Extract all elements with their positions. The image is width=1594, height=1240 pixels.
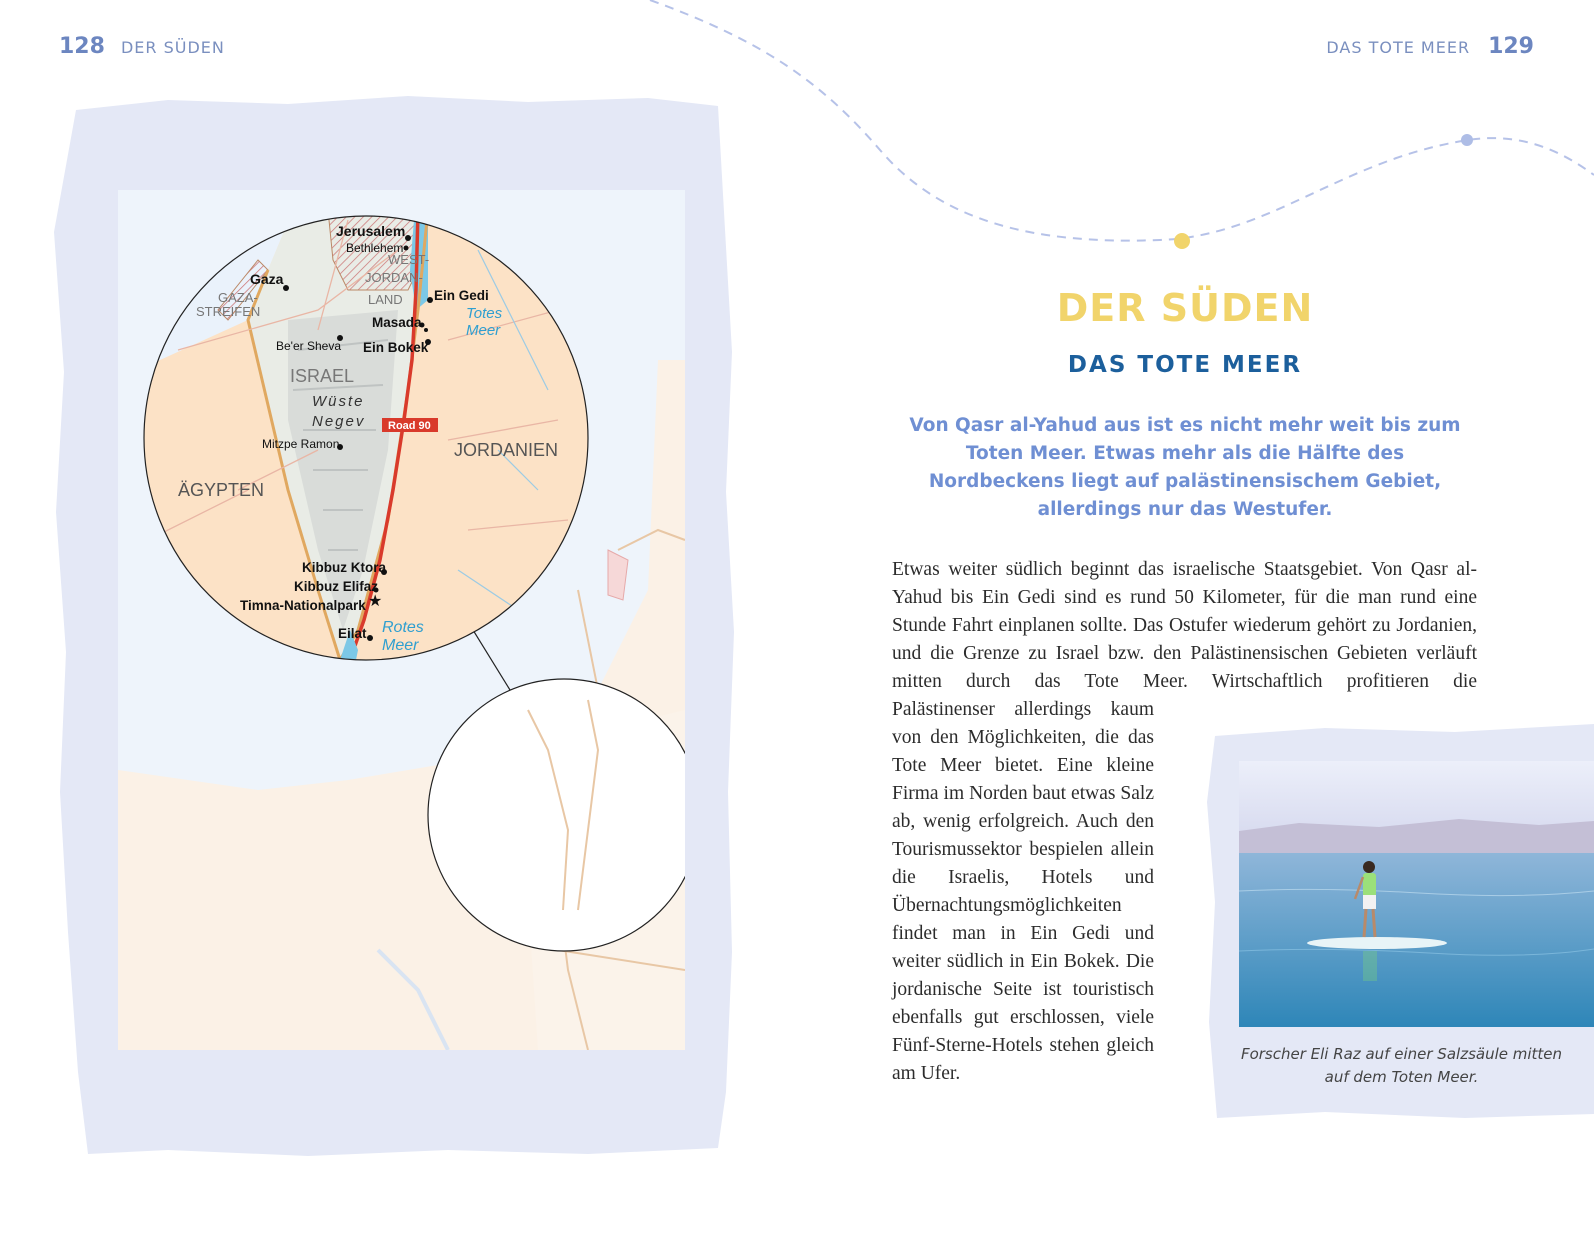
body-paragraph-column: Palästinenser allerdings kaum von den Möglichkeiten, die das Tote Meer bietet. Eine kleine Firma im Norden baut etwas Salz ab, wenig erfolgreich. Auch den Tourismussektor bespielen allein die Israelis, Hotels und Übernachtungsmöglichkeiten findet man in Ein Gedi und weiter südlich in Ein Bokek. Die jordanische Seite ist touristisch ebenfalls gut erschlossen, viele Fünf-Sterne-Hotels stehen gleich am Ufer. bbox=[892, 699, 1154, 1084]
dead-sea-photo bbox=[1239, 761, 1594, 1027]
map-image bbox=[118, 190, 685, 1050]
map-label-kibbuz-elifaz: Kibbuz Elifaz bbox=[294, 579, 378, 594]
map-label-negev: Negev bbox=[312, 413, 366, 430]
map-label-kibbuz-ktora: Kibbuz Ktora bbox=[302, 560, 386, 575]
map-label-masada: Masada bbox=[372, 315, 422, 330]
map-detail-locator-circle bbox=[428, 679, 685, 951]
map-label-mitzpe-ramon: Mitzpe Ramon bbox=[262, 437, 340, 451]
map-label-westjordanland-3: LAND bbox=[368, 292, 403, 307]
map-label-beer-sheva: Be'er Sheva bbox=[276, 339, 341, 353]
map-label-totes-meer-1: Totes bbox=[466, 305, 503, 322]
map-label-eilat: Eilat bbox=[338, 626, 367, 641]
chapter-title: DER SÜDEN bbox=[1056, 286, 1314, 330]
right-section-title: DAS TOTE MEER bbox=[1326, 38, 1471, 57]
left-page-number: 128 bbox=[59, 34, 105, 59]
map-label-gazastreifen-1: GAZA- bbox=[218, 290, 258, 305]
map-label-jerusalem: Jerusalem bbox=[336, 223, 406, 239]
map-label-rotes-meer-2: Meer bbox=[382, 637, 419, 654]
map-label-aegypten: ÄGYPTEN bbox=[178, 480, 265, 500]
map-label-ein-bokek: Ein Bokek bbox=[363, 340, 429, 355]
map-label-rotes-meer-1: Rotes bbox=[382, 619, 424, 636]
map-label-wueste: Wüste bbox=[312, 393, 365, 410]
map-label-ein-gedi: Ein Gedi bbox=[434, 288, 489, 303]
photo-caption: Forscher Eli Raz auf einer Salzsäule mitten auf dem Toten Meer. bbox=[1240, 1045, 1563, 1086]
map-label-timna: Timna-Nationalpark bbox=[240, 598, 366, 613]
yellow-dot-icon bbox=[1174, 233, 1190, 249]
map-label-westjordanland-2: JORDAN- bbox=[365, 270, 423, 285]
intro-paragraph: Von Qasr al-Yahud aus ist es nicht mehr weit bis zum Toten Meer. Etwas mehr als die Hälfte des Nordbeckens liegt auf palästinensischem Gebiet, allerdings nur das Westufer. bbox=[909, 415, 1461, 520]
section-subtitle: DAS TOTE MEER bbox=[1067, 352, 1303, 378]
map-label-gaza: Gaza bbox=[250, 271, 284, 287]
blue-dot-icon bbox=[1461, 134, 1473, 146]
map-label-gazastreifen-2: STREIFEN bbox=[196, 304, 261, 319]
map-label-road90: Road 90 bbox=[388, 420, 431, 432]
body-paragraph-top: Etwas weiter südlich beginnt das israelische Staatsgebiet. Von Qasr al-Yahud bis Ein Gedi sind es rund 50 Kilometer, für die man rund eine Stunde Fahrt einplanen sollte. Das Ostufer wiederum gehört zu Jordanien, und die Grenze zu Israel bzw. den Palästinensischen Gebieten verläuft mitten durch das Tote Meer. Wirtschaftlich profitieren die bbox=[892, 559, 1477, 692]
map-label-totes-meer-2: Meer bbox=[466, 322, 501, 339]
map-label-jordanien: JORDANIEN bbox=[454, 440, 559, 460]
left-section-title: DER SÜDEN bbox=[120, 38, 225, 57]
map-label-bethlehem: Bethlehem bbox=[346, 241, 404, 255]
map-label-westjordanland-1: WEST- bbox=[388, 252, 430, 267]
star-icon: ★ bbox=[368, 591, 383, 610]
right-page-number: 129 bbox=[1488, 34, 1534, 59]
map-label-israel: ISRAEL bbox=[290, 366, 355, 386]
